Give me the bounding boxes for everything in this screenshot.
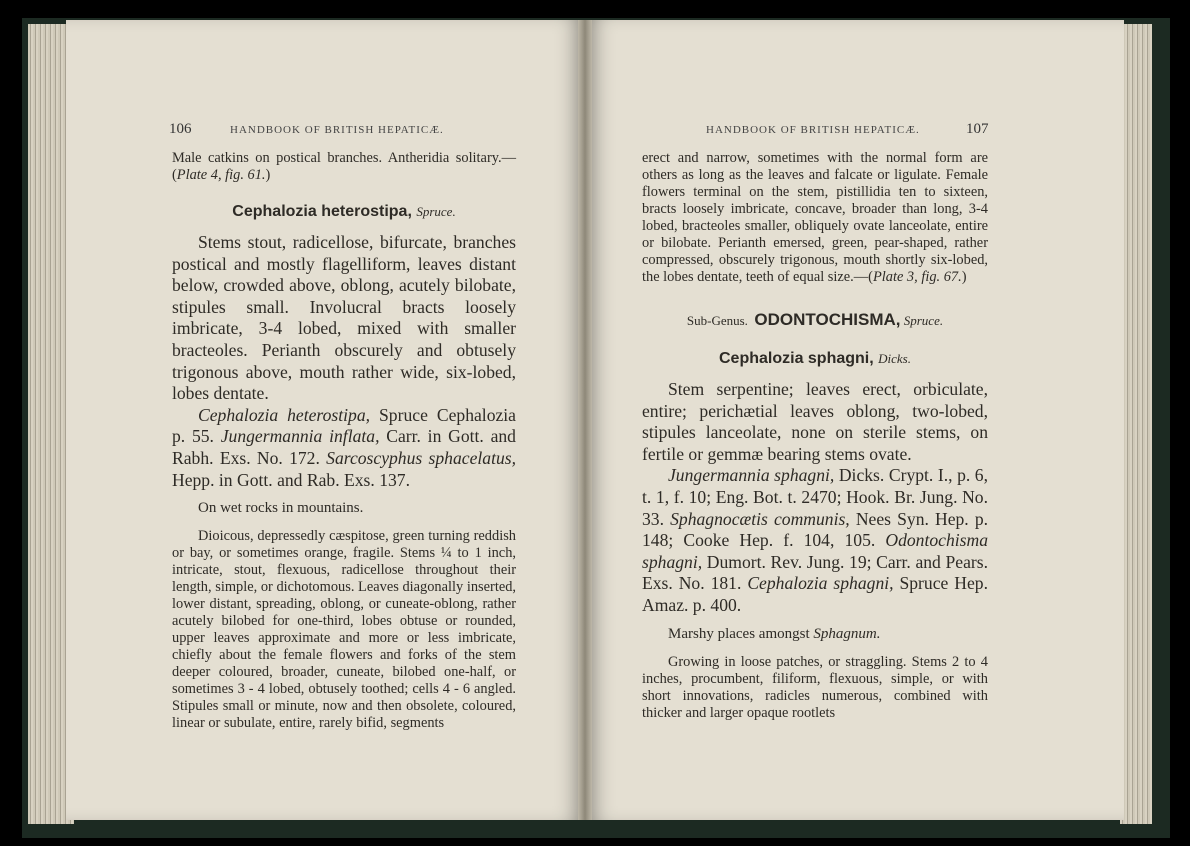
subgenus-heading: Sub-Genus. ODONTOCHISMA, Spruce. bbox=[686, 310, 944, 329]
continued-paragraph: erect and narrow, sometimes with the normal form are others as long as the leaves and falcate or ligulate. Female flowers terminal on the stem, pistillidia ten to sixteen, bracts loosely imbricate, concave, broader than long, 3-4 lobed, bracteoles smaller, obliquely ovate lanceolate, entire or bilobate. Perianth emersed, green, pear-shaped, rather compressed, obscurely trigonous, mouth shortly six-lobed, the lobes dentate, teeth of equal size.—(Plate 3, fig. 67.) bbox=[642, 150, 988, 285]
page-edges-right bbox=[1120, 24, 1152, 824]
page-number: 106 bbox=[169, 121, 192, 137]
species-heading: Cephalozia sphagni, Dicks. bbox=[719, 350, 911, 367]
synonyms: Cephalozia heterostipa, Spruce Cephalozia p. 55. Jungermannia inflata, Carr. in Gott. and Rabh. Exs. No. 172. Sarcoscyphus sphacelatus, Hepp. in Gott. and Rab. Exs. 137. bbox=[172, 404, 517, 490]
running-head: HANDBOOK OF BRITISH HEPATICÆ. bbox=[706, 124, 920, 136]
right-text bbox=[642, 150, 988, 722]
right-page bbox=[586, 20, 1124, 820]
page-number: 107 bbox=[966, 121, 989, 137]
running-head: HANDBOOK OF BRITISH HEPATICÆ. bbox=[230, 124, 444, 136]
left-page bbox=[66, 20, 584, 820]
continued-paragraph: Male catkins on postical branches. Antheridia solitary.—(Plate 4, fig. 61.) bbox=[172, 150, 516, 183]
habitat: On wet rocks in mountains. bbox=[198, 500, 364, 517]
species-notes: Dioicous, depressedly cæspitose, green turning reddish or bay, or sometimes orange, fragile. Stems ¼ to 1 inch, intricate, stout, flexuous, radicellose throughout their length, simple, or dichotomous. Leaves diagonally inserted, lower distant, spreading, oblong, or cuneate-oblong, rather acutely bilobed for one-third, lobes obtuse or rounded, upper leaves approximate and more or less imbricate, chiefly about the female flowers and forks of the stem deeper coloured, broader, cuneate, bilobed one-half, or sometimes 3 - 4 lobed, obtusely toothed; cells 4 - 6 angled. Stipules small or minute, now and then obsolete, coloured, linear or subulate, entire, rarely bifid, segments bbox=[172, 528, 516, 732]
book-gutter bbox=[578, 20, 592, 820]
species-description: Stems stout, radicellose, bifurcate, branches postical and mostly flagelliform, leaves distant below, crowded above, oblong, acutely bilobate, stipules small. Involucral bracts loosely imbricate, 3-4 lobed, mixed with smaller bracteoles. Perianth obscurely and obtusely trigonous above, mouth rather wide, six-lobed, lobes dentate. bbox=[172, 232, 516, 404]
species-description: Stem serpentine; leaves erect, orbiculate, entire; perichætial leaves oblong, two-lobed, stipules lanceolate, none on sterile stems, on fertile or gemmæ bearing stems ovate. bbox=[642, 379, 988, 464]
left-text bbox=[172, 150, 516, 732]
species-heading: Cephalozia heterostipa, Spruce. bbox=[232, 203, 456, 220]
synonyms: Jungermannia sphagni, Dicks. Crypt. I., p. 6, t. 1, f. 10; Eng. Bot. t. 2470; Hook. Br. Jung. No. 33. Sphagnocætis communis, Nees Syn. Hep. p. 148; Cooke Hep. f. 104, 105. Odontochisma sphagni, Dumort. Rev. Jung. 19; Carr. and Pears. Exs. No. 181. Cephalozia sphagni, Spruce Hep. Amaz. p. 400. bbox=[642, 465, 989, 615]
habitat: Marshy places amongst Sphagnum. bbox=[668, 625, 881, 642]
species-notes: Growing in loose patches, or straggling. Stems 2 to 4 inches, procumbent, filiform, flexuous, simple, or with short innovations, radicles numerous, combined with thicker and larger opaque rootlets bbox=[642, 653, 988, 721]
